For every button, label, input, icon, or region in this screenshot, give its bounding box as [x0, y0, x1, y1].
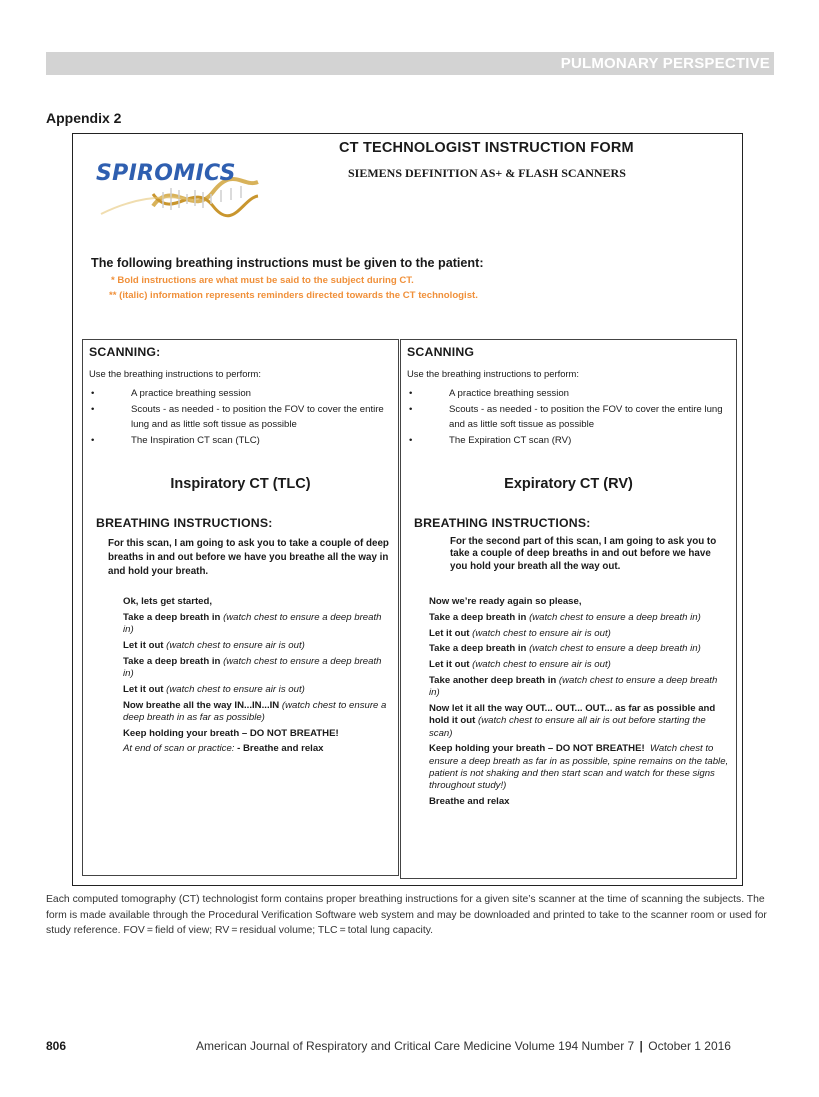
list-item: • Scouts - as needed - to position the FOV to cover the entire lung and as little soft tissue as possible: [91, 403, 384, 430]
instruction-step: Let it out (watch chest to ensure air is out): [429, 627, 611, 639]
bold-note: * Bold instructions are what must be said to the subject during CT.: [111, 275, 414, 286]
instruction-step: Now we’re ready again so please,: [429, 596, 582, 607]
instruction-step: Take a deep breath in (watch chest to ensure a deep breath in): [123, 611, 382, 636]
intro-heading: The following breathing instructions must be given to the patient:: [91, 256, 484, 270]
breathing-instructions-heading: BREATHING INSTRUCTIONS:: [96, 516, 273, 530]
list-item: • The Inspiration CT scan (TLC): [89, 433, 394, 449]
instruction-step: Keep holding your breath – DO NOT BREATHE! Watch chest to ensure a deep breath as far in as possible, spine remains on the table, patient is not shaking and then start scan and watch for these signs throughout study!): [429, 743, 729, 792]
instruction-step: Now breathe all the way IN...IN...IN (watch chest to ensure a deep breath in as far as possible): [123, 699, 387, 723]
logo-text: SPIROMICS: [96, 161, 236, 186]
breathing-instructions-heading: BREATHING INSTRUCTIONS:: [414, 516, 591, 530]
issue-date: October 1 2016: [648, 1039, 731, 1053]
bullet-icon: •: [409, 434, 413, 446]
figure-caption: Each computed tomography (CT) technologist form contains proper breathing instructions for a given site’s scanner at the time of scanning the subjects. The form is made available through the Procedural Verification Software web system and may be downloaded and printed to take to the scanner room or used for study reference. FOV = field of view; RV = residual volume; TLC = total lung capacity.: [46, 894, 767, 936]
list-item: • A practice breathing session: [407, 386, 732, 402]
scan-title: Inspiratory CT (TLC): [170, 476, 311, 492]
instruction-steps: [123, 596, 393, 759]
instruction-step: Let it out (watch chest to ensure air is out): [123, 639, 305, 651]
bullet-icon: •: [91, 403, 95, 415]
scanning-subtext: Use the breathing instructions to perform:: [89, 368, 261, 379]
journal-citation: [196, 1039, 731, 1053]
breathing-intro: [91, 256, 711, 303]
bullet-icon: •: [409, 388, 413, 399]
scanning-subtext: Use the breathing instructions to perform:: [407, 368, 579, 379]
instruction-form: [72, 133, 743, 886]
scanning-heading: SCANNING:: [89, 345, 161, 359]
instruction-steps: [429, 596, 729, 812]
scan-title: Expiratory CT (RV): [504, 476, 633, 492]
instruction-step: Ok, lets get started,: [123, 596, 213, 607]
appendix-label: Appendix 2: [46, 110, 122, 126]
list-item: • A practice breathing session: [89, 386, 394, 402]
form-subtitle: SIEMENS DEFINITION AS+ & FLASH SCANNERS: [348, 166, 626, 180]
journal-name: American Journal of Respiratory and Critical Care Medicine Volume 194 Number 7: [196, 1039, 635, 1053]
form-title: CT TECHNOLOGIST INSTRUCTION FORM: [339, 140, 634, 156]
instruction-step: Now let it all the way OUT... OUT... OUT... as far as possible and hold it out (watch chest to ensure all air is out before starting the scan): [429, 703, 716, 739]
bullet-icon: •: [91, 388, 95, 399]
scanning-list: [407, 386, 732, 448]
instruction-intro: For this scan, I am going to ask you to take a couple of deep breaths in and out before we have you breathe all the way in and hold your breath.: [108, 538, 389, 577]
instruction-step: Breathe and relax: [429, 796, 510, 808]
section-label: PULMONARY PERSPECTIVE: [560, 55, 770, 72]
bullet-icon: •: [409, 403, 413, 415]
instruction-step: Take a deep breath in (watch chest to ensure a deep breath in): [123, 655, 382, 679]
list-item: • Scouts - as needed - to position the FOV to cover the entire lung and as little soft tissue as possible: [409, 403, 723, 430]
scanning-heading: SCANNING: [407, 345, 475, 359]
page-number: 806: [46, 1039, 67, 1053]
instruction-step: Let it out (watch chest to ensure air is out): [123, 683, 305, 695]
section-header-bar: [46, 52, 774, 75]
instruction-step: At end of scan or practice: - Breathe and relax: [123, 743, 324, 755]
instruction-step: Take another deep breath in (watch chest to ensure a deep breath in): [429, 674, 718, 699]
instruction-step: Take a deep breath in (watch chest to ensure a deep breath in): [429, 643, 701, 655]
inspiratory-column: [82, 339, 399, 876]
footer-separator: |: [639, 1039, 643, 1053]
instruction-step: Take a deep breath in (watch chest to ensure a deep breath in): [429, 611, 701, 623]
bullet-icon: •: [91, 434, 95, 446]
italic-note: ** (italic) information represents reminders directed towards the CT technologist.: [109, 290, 478, 301]
instruction-step: Let it out (watch chest to ensure air is out): [429, 659, 611, 671]
instruction-intro: For the second part of this scan, I am going to ask you to take a couple of deep breaths in and out before we have you hold your breath all the way out.: [450, 536, 717, 572]
scanning-list: [89, 386, 394, 448]
list-item: • The Expiration CT scan (RV): [407, 433, 732, 449]
spiromics-logo: [93, 148, 263, 220]
instruction-step: Keep holding your breath – DO NOT BREATHE!: [123, 727, 339, 739]
expiratory-column: [400, 339, 737, 879]
